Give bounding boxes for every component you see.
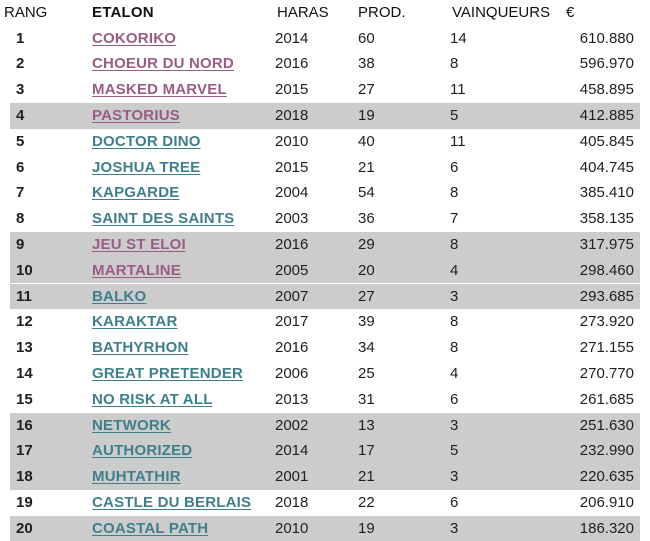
table-row <box>10 77 640 103</box>
prod-cell: 27 <box>358 81 375 99</box>
prod-cell: 31 <box>358 390 375 408</box>
rank-cell: 12 <box>16 313 33 331</box>
header-rang: RANG <box>4 4 48 21</box>
rank-cell: 7 <box>16 184 25 202</box>
rank-cell: 9 <box>16 235 25 253</box>
vainqueurs-cell: 14 <box>450 29 467 47</box>
stallion-link[interactable]: GREAT PRETENDER <box>92 364 244 382</box>
table-row <box>10 155 640 181</box>
rank-cell: 6 <box>16 158 25 176</box>
prod-cell: 40 <box>358 132 375 150</box>
vainqueurs-cell: 11 <box>450 81 466 99</box>
gains-cell: 317.975 <box>579 235 634 253</box>
stallion-link[interactable]: BALKO <box>92 287 147 305</box>
haras-cell: 2005 <box>275 261 309 279</box>
header-prod: PROD. <box>358 4 406 21</box>
vainqueurs-cell: 6 <box>450 390 459 408</box>
table-row <box>10 51 640 77</box>
rank-cell: 4 <box>16 106 25 124</box>
haras-cell: 2015 <box>275 158 309 176</box>
gains-cell: 186.320 <box>579 519 634 537</box>
stallion-link[interactable]: KARAKTAR <box>92 313 178 331</box>
vainqueurs-cell: 4 <box>450 261 459 279</box>
table-row <box>10 464 640 490</box>
stallion-link[interactable]: MUHTATHIR <box>92 468 181 486</box>
prod-cell: 20 <box>358 261 375 279</box>
rank-cell: 16 <box>16 416 33 434</box>
gains-cell: 270.770 <box>579 364 634 382</box>
haras-cell: 2004 <box>275 184 309 202</box>
rank-cell: 2 <box>16 55 25 73</box>
header-gains: € <box>566 4 575 21</box>
gains-cell: 261.685 <box>579 390 634 408</box>
prod-cell: 38 <box>358 55 375 73</box>
table-row <box>10 258 640 284</box>
haras-cell: 2001 <box>275 468 309 486</box>
prod-cell: 19 <box>358 519 375 537</box>
table-row <box>10 206 640 232</box>
gains-cell: 220.635 <box>579 468 634 486</box>
prod-cell: 60 <box>358 29 375 47</box>
haras-cell: 2010 <box>275 132 309 150</box>
vainqueurs-cell: 6 <box>450 493 459 511</box>
stallion-link[interactable]: CASTLE DU BERLAIS <box>92 493 252 511</box>
haras-cell: 2017 <box>275 313 309 331</box>
prod-cell: 34 <box>358 339 375 357</box>
gains-cell: 251.630 <box>579 416 634 434</box>
haras-cell: 2016 <box>275 235 309 253</box>
haras-cell: 2007 <box>275 287 309 305</box>
rank-cell: 15 <box>16 390 33 408</box>
prod-cell: 21 <box>358 468 375 486</box>
prod-cell: 17 <box>358 442 375 460</box>
haras-cell: 2014 <box>275 442 309 460</box>
gains-cell: 610.880 <box>579 29 634 47</box>
prod-cell: 29 <box>358 235 375 253</box>
rank-cell: 10 <box>16 261 33 279</box>
prod-cell: 19 <box>358 106 375 124</box>
haras-cell: 2006 <box>275 364 309 382</box>
vainqueurs-cell: 11 <box>450 132 466 150</box>
haras-cell: 2018 <box>275 493 309 511</box>
rank-cell: 17 <box>16 442 33 460</box>
prod-cell: 21 <box>358 158 375 176</box>
table-row <box>10 361 640 387</box>
vainqueurs-cell: 5 <box>450 106 459 124</box>
gains-cell: 404.745 <box>579 158 634 176</box>
gains-cell: 385.410 <box>579 184 634 202</box>
haras-cell: 2014 <box>275 29 309 47</box>
table-row <box>10 103 640 129</box>
vainqueurs-cell: 3 <box>450 416 459 434</box>
vainqueurs-cell: 8 <box>450 184 459 202</box>
vainqueurs-cell: 8 <box>450 235 459 253</box>
rank-cell: 5 <box>16 132 25 150</box>
stallion-link[interactable]: DOCTOR DINO <box>92 132 201 150</box>
vainqueurs-cell: 5 <box>450 442 459 460</box>
gains-cell: 596.970 <box>579 55 634 73</box>
gains-cell: 293.685 <box>579 287 634 305</box>
table-row <box>10 387 640 413</box>
rank-cell: 11 <box>16 287 32 305</box>
gains-cell: 273.920 <box>579 313 634 331</box>
table-row <box>10 129 640 155</box>
rank-cell: 14 <box>16 364 33 382</box>
table-row <box>10 335 640 361</box>
stallion-link[interactable]: JEU ST ELOI <box>92 235 186 253</box>
prod-cell: 25 <box>358 364 375 382</box>
rank-cell: 20 <box>16 519 33 537</box>
rank-cell: 19 <box>16 493 33 511</box>
stallion-link[interactable]: KAPGARDE <box>92 184 180 202</box>
stallion-link[interactable]: AUTHORIZED <box>92 442 193 460</box>
rank-cell: 18 <box>16 468 33 486</box>
haras-cell: 2018 <box>275 106 309 124</box>
vainqueurs-cell: 3 <box>450 519 459 537</box>
prod-cell: 13 <box>358 416 375 434</box>
rank-cell: 13 <box>16 339 33 357</box>
table-row <box>10 284 640 310</box>
gains-cell: 412.885 <box>579 106 634 124</box>
header-vainqueurs: VAINQUEURS <box>452 4 551 21</box>
haras-cell: 2002 <box>275 416 309 434</box>
stallion-link[interactable]: COKORIKO <box>92 29 177 47</box>
gains-cell: 206.910 <box>579 493 634 511</box>
rank-cell: 8 <box>16 210 25 228</box>
haras-cell: 2013 <box>275 390 309 408</box>
rank-cell: 3 <box>16 81 25 99</box>
gains-cell: 358.135 <box>579 210 634 228</box>
table-row <box>10 232 640 258</box>
haras-cell: 2015 <box>275 81 309 99</box>
rank-cell: 1 <box>16 29 25 47</box>
stallion-link[interactable]: MARTALINE <box>92 261 182 279</box>
gains-cell: 405.845 <box>579 132 634 150</box>
table-row <box>10 413 640 439</box>
table-row <box>10 438 640 464</box>
haras-cell: 2016 <box>275 339 309 357</box>
stallion-link[interactable]: CHOEUR DU NORD <box>92 55 234 73</box>
prod-cell: 22 <box>358 493 375 511</box>
stallion-link[interactable]: COASTAL PATH <box>92 519 209 537</box>
vainqueurs-cell: 3 <box>450 468 459 486</box>
header-haras: HARAS <box>277 4 329 21</box>
stallion-link[interactable]: MASKED MARVEL <box>92 81 227 99</box>
table-row <box>10 180 640 206</box>
header-etalon: ETALON <box>92 4 154 21</box>
stallion-link[interactable]: BATHYRHON <box>92 339 189 357</box>
prod-cell: 27 <box>358 287 375 305</box>
haras-cell: 2016 <box>275 55 309 73</box>
table-row <box>10 490 640 516</box>
prod-cell: 39 <box>358 313 375 331</box>
haras-cell: 2010 <box>275 519 309 537</box>
haras-cell: 2003 <box>275 210 309 228</box>
vainqueurs-cell: 8 <box>450 55 459 73</box>
gains-cell: 298.460 <box>579 261 634 279</box>
gains-cell: 232.990 <box>579 442 634 460</box>
vainqueurs-cell: 8 <box>450 339 459 357</box>
vainqueurs-cell: 3 <box>450 287 459 305</box>
table-row <box>10 26 640 52</box>
table-header <box>0 0 650 25</box>
vainqueurs-cell: 6 <box>450 158 459 176</box>
gains-cell: 271.155 <box>579 339 634 357</box>
vainqueurs-cell: 7 <box>450 210 459 228</box>
table-row <box>10 516 640 541</box>
stallion-link[interactable]: JOSHUA TREE <box>92 158 201 176</box>
stallion-link[interactable]: SAINT DES SAINTS <box>92 210 235 228</box>
stallion-link[interactable]: PASTORIUS <box>92 106 180 124</box>
prod-cell: 36 <box>358 210 375 228</box>
table-row <box>10 309 640 335</box>
vainqueurs-cell: 4 <box>450 364 459 382</box>
stallion-link[interactable]: NO RISK AT ALL <box>92 390 213 408</box>
stallion-link[interactable]: NETWORK <box>92 416 171 434</box>
vainqueurs-cell: 8 <box>450 313 459 331</box>
prod-cell: 54 <box>358 184 375 202</box>
gains-cell: 458.895 <box>579 81 634 99</box>
